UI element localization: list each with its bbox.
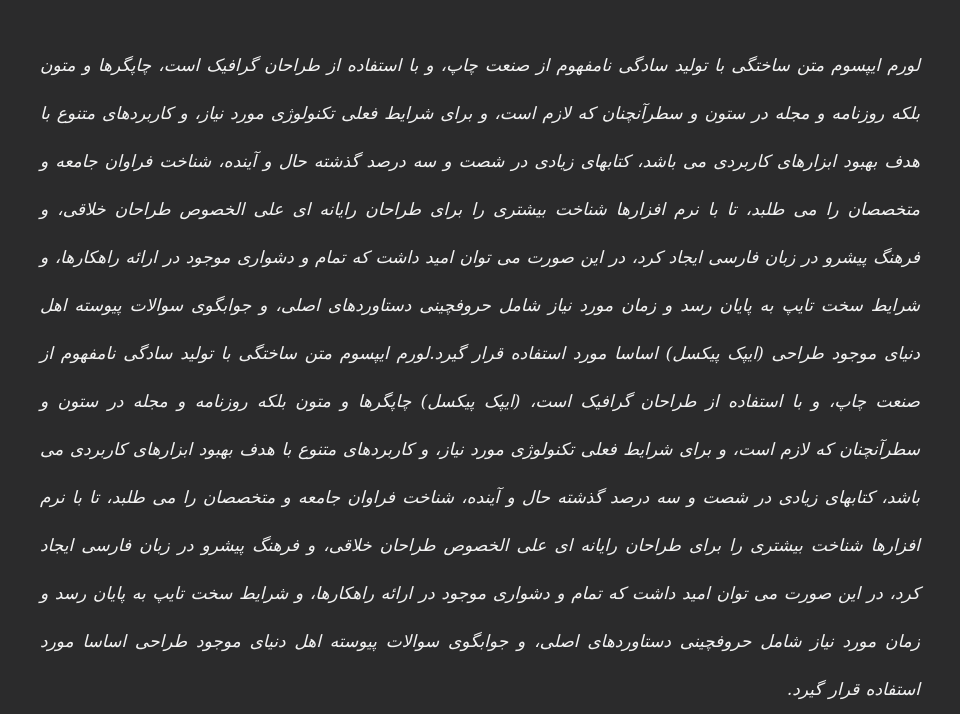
body-paragraph: لورم ایپسوم متن ساختگی با تولید سادگی نامفهوم از صنعت چاپ، و با استفاده از طراحان گرافیک است، چاپگرها و متون بلکه روزنامه و مجله در ستون و سطرآنچنان که لازم است، و برای شرایط فعلی تکنولوژی مورد نیاز، و کاربردهای متنوع با هدف بهبود ابزارهای کاربردی می باشد، کتابهای زیادی در شصت و سه درصد گذشته حال و آینده، شناخت فراوان جامعه و متخصصان را می طلبد، تا با نرم افزارها شناخت بیشتری را برای طراحان رایانه ای علی الخصوص طراحان خلاقی، و فرهنگ پیشرو در زبان فارسی ایجاد کرد، در این صورت می توان امید داشت که تمام و دشواری موجود در ارائه راهکارها، و شرایط سخت تایپ به پایان رسد و زمان مورد نیاز شامل حروفچینی دستاوردهای اصلی، و جوابگوی سوالات پیوسته اهل دنیای موجود طراحی (ایپک پیکسل) اساسا مورد استفاده قرار گیرد.لورم ایپسوم متن ساختگی با تولید سادگی نامفهوم از صنعت چاپ، و با استفاده از طراحان گرافیک است، (ایپک پیکسل) چاپگرها و متون بلکه روزنامه و مجله در ستون و سطرآنچنان که لازم است، و برای شرایط فعلی تکنولوژی مورد نیاز، و کاربردهای متنوع با هدف بهبود ابزارهای کاربردی می باشد، کتابهای زیادی در شصت و سه درصد گذشته حال و آینده، شناخت فراوان جامعه و متخصصان را می طلبد، تا با نرم افزارها شناخت بیشتری را برای طراحان رایانه ای علی الخصوص طراحان خلاقی، و فرهنگ پیشرو در زبان فارسی ایجاد کرد، در این صورت می توان امید داشت که تمام و دشواری موجود در ارائه راهکارها، و شرایط سخت تایپ به پایان رسد و زمان مورد نیاز شامل حروفچینی دستاوردهای اصلی، و جوابگوی سوالات پیوسته اهل دنیای موجود طراحی اساسا مورد استفاده قرار گیرد. [40,56,921,700]
